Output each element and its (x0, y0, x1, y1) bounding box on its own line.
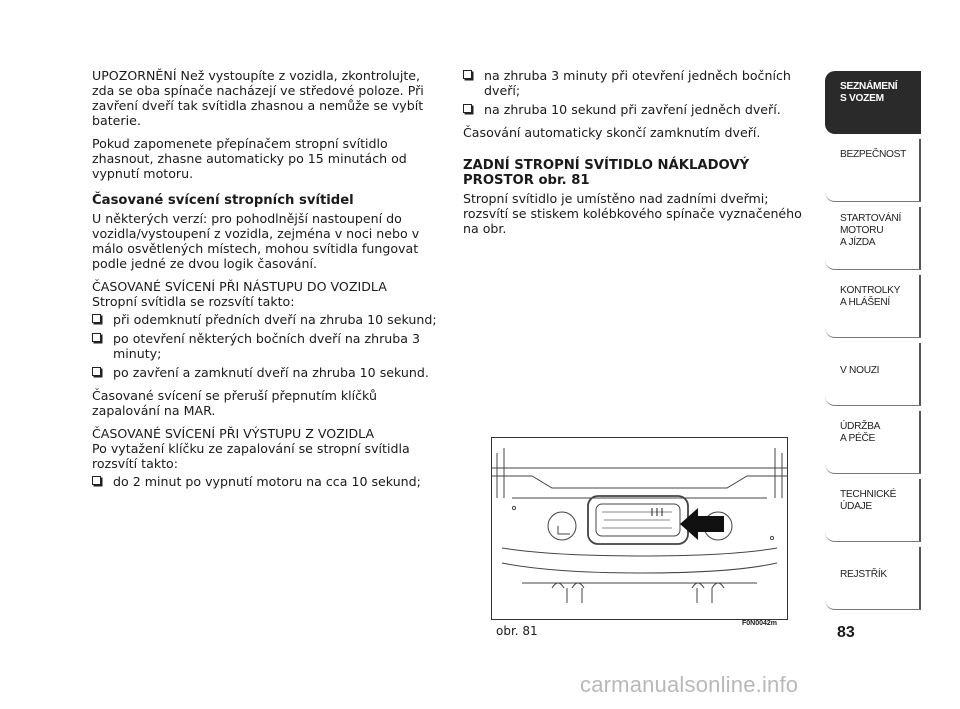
warning-paragraph: UPOZORNĚNÍ Než vystoupíte z vozidla, zkontrolujte, zda se oba spínače nacházejí ve středové poloze. Při zavření dveří tak svítidla zhasnou a nemůže se vybít baterie. (92, 68, 424, 128)
watermark: carmanualsonline.info (580, 672, 799, 697)
list-item: do 2 minut po vypnutí motoru na cca 10 sekund; (92, 474, 442, 489)
checkbox-bullet-icon (92, 333, 101, 342)
timed-lighting-intro: U některých verzí: pro pohodlnější nastoupení do vozidla/vystoupení z vozidla, zejména v noci nebo v málo osvětlených místech, mohou svítidla fungovat podle jedné ze dvou logik časování. (92, 211, 420, 271)
timed-lighting-heading: Časované svícení stropních svítidel (92, 193, 354, 208)
checkbox-bullet-icon (463, 104, 472, 113)
tab-rejstrik[interactable]: REJSTŘÍK (825, 547, 921, 610)
tab-seznameni[interactable]: SEZNÁMENÍ S VOZEM (825, 71, 921, 134)
exit-list (92, 474, 442, 489)
exit-list-continued (463, 68, 813, 117)
page-number: 83 (837, 624, 855, 641)
tab-startovani[interactable]: STARTOVÁNÍ MOTORU A JÍZDA (825, 207, 921, 270)
entry-intro: Stropní svítidla se rozsvítí takto: (92, 294, 295, 309)
list-item: na zhruba 3 minuty při otevření jedněch bočních dveří; (463, 68, 813, 98)
rear-light-text: Stropní svítidlo je umístěno nad zadními dveřmi; rozsvítí se stiskem kolébkového spínače vyznačeného na obr. (463, 191, 802, 236)
figure-code: F0N0042m (742, 620, 778, 627)
figure-rear-ceiling-light (491, 437, 788, 620)
exit-intro: Po vytažení klíčku ze zapalování se stropní svítidla rozsvítí takto: (92, 441, 410, 471)
list-item: při odemknutí předních dveří na zhruba 10 sekund; (92, 312, 442, 327)
checkbox-bullet-icon (92, 367, 101, 376)
tab-v-nouzi[interactable]: V NOUZI (825, 343, 921, 406)
tab-udrzba[interactable]: ÚDRŽBA A PÉČE (825, 411, 921, 474)
entry-list (92, 312, 442, 380)
list-item: po otevření některých bočních dveří na zhruba 3 minuty; (92, 331, 442, 361)
entry-note: Časované svícení se přeruší přepnutím klíčků zapalování na MAR. (92, 388, 377, 418)
tab-kontrolky[interactable]: KONTROLKY A HLÁŠENÍ (825, 275, 921, 338)
checkbox-bullet-icon (92, 476, 101, 485)
entry-heading: ČASOVANÉ SVÍCENÍ PŘI NÁSTUPU DO VOZIDLA (92, 279, 387, 294)
exit-heading: ČASOVANÉ SVÍCENÍ PŘI VÝSTUPU Z VOZIDLA (92, 426, 375, 441)
right-column (463, 68, 813, 244)
checkbox-bullet-icon (463, 70, 472, 79)
checkbox-bullet-icon (92, 314, 101, 323)
figure-reference: obr. 81 (538, 173, 590, 188)
list-item: na zhruba 10 sekund při zavření jedněch dveří. (463, 102, 813, 117)
left-column (92, 68, 442, 497)
forget-note: Pokud zapomenete přepínačem stropní svítidlo zhasnout, zhasne automaticky po 15 minutách od vypnutí motoru. (92, 136, 407, 181)
rear-light-illustration (492, 438, 787, 619)
figure-caption: obr. 81 (496, 624, 538, 638)
tab-technicke-udaje[interactable]: TECHNICKÉ ÚDAJE (825, 479, 921, 542)
end-note: Časování automaticky skončí zamknutím dveří. (463, 125, 761, 140)
tab-bezpecnost[interactable]: BEZPEČNOST (825, 139, 921, 202)
chapter-sidebar (825, 71, 921, 615)
list-item: po zavření a zamknutí dveří na zhruba 10 sekund. (92, 365, 442, 380)
rear-light-heading: ZADNÍ STROPNÍ SVÍTIDLO NÁKLADOVÝ PROSTOR obr. 81 (463, 158, 750, 188)
